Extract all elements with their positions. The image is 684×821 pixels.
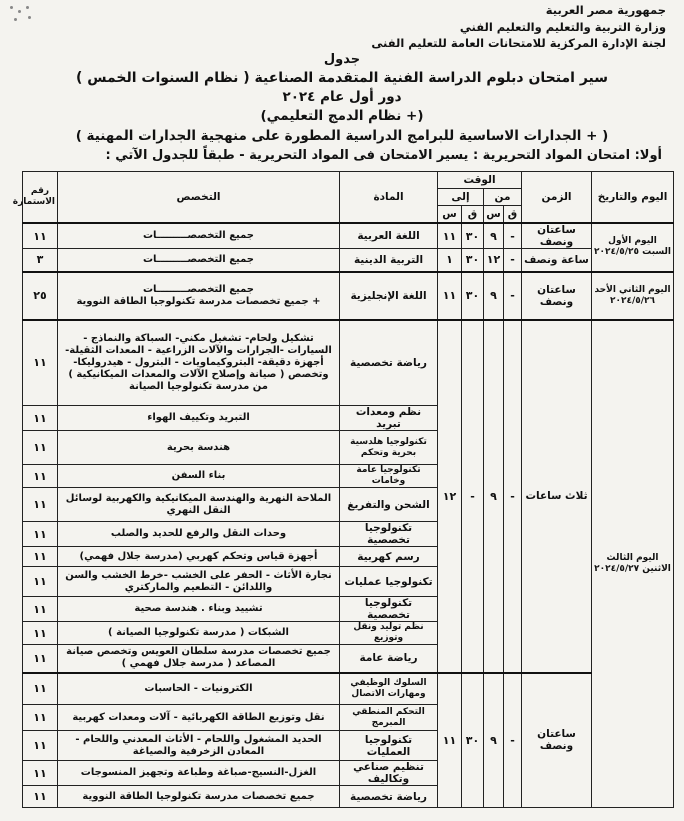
spec-cell: تشييد وبناء . هندسة صحية — [58, 597, 340, 622]
to-q: - — [462, 320, 484, 673]
to-s: ١١ — [438, 223, 462, 249]
table-row — [23, 249, 674, 272]
header-committee: لجنة الإدارة المركزية للامتحانات العامة للتعليم الفنى — [371, 36, 666, 50]
spec-cell: الغزل-النسيج-صباغة وطباعة وتجهيز المنسوجات — [58, 761, 340, 786]
table-row — [23, 272, 674, 320]
spec-cell: أجهزة قياس وتحكم كهربي (مدرسة جلال فهمي) — [58, 547, 340, 567]
day-1: اليوم الأول السبت ٢٠٢٤/٥/٢٥ — [592, 223, 674, 272]
id-cell: ١١ — [23, 705, 58, 731]
stamp-dots — [8, 4, 38, 26]
spec-cell: نجارة الأثاث - الحفر على الخشب -خرط الخشب والسن واللدائن - التطعيم والماركتري — [58, 567, 340, 597]
exam-schedule-table — [12, 171, 674, 808]
id-cell: ١١ — [23, 223, 58, 249]
doc-integration: (+ نظام الدمج التعليمي) — [260, 108, 424, 124]
duration-cell: ساعتان ونصف — [522, 223, 592, 249]
subject-cell: اللغة الإنجليزية — [340, 272, 438, 320]
from-q: - — [504, 673, 522, 808]
spec-cell: الشبكات ( مدرسة تكنولوجيا الصيانة ) — [58, 622, 340, 645]
duration-cell: ساعتان ونصف — [522, 272, 592, 320]
subject-cell: رياضة تخصصية — [340, 320, 438, 406]
id-cell: ١١ — [23, 622, 58, 645]
doc-session: دور أول عام ٢٠٢٤ — [282, 89, 402, 105]
spec-cell: تشكيل ولحام- تشغيل مكني- السباكة والنماذج - السيارات -الجرارات والآلات الزراعية - المعدات الثقيلة- أجهزة دقيقة- البتروكيماويات - البترول - هيدروليكا- وتخصص ( صيانة وإصلاح الآلات والمعدات الميكانيكية ) من مدرسة تكنولوجيا الصيانة — [58, 320, 340, 406]
spec-cell: وحدات النقل والرفع للحديد والصلب — [58, 522, 340, 547]
from-s: ٩ — [484, 673, 504, 808]
subject-cell: التربية الدينية — [340, 249, 438, 272]
col-time: الوقت — [438, 172, 522, 189]
from-s: ٩ — [484, 272, 504, 320]
subject-cell: رياضة عامة — [340, 645, 438, 673]
from-s: ٩ — [484, 223, 504, 249]
spec-cell: جميع التخصصـــــــــات — [58, 223, 340, 249]
to-q: ٣٠ — [462, 272, 484, 320]
id-cell: ١١ — [23, 673, 58, 705]
duration-cell: ساعتان ونصف — [522, 673, 592, 808]
id-cell: ١١ — [23, 567, 58, 597]
id-cell: ٣ — [23, 249, 58, 272]
from-s: ٩ — [484, 320, 504, 673]
id-cell: ١١ — [23, 406, 58, 431]
header-ministry: وزارة التربية والتعليم والتعليم الفني — [459, 19, 666, 34]
subject-cell: نظم توليد ونقل وتوزيع — [340, 622, 438, 645]
col-from-s: س — [484, 206, 504, 224]
id-cell: ١١ — [23, 431, 58, 465]
to-s: ١١ — [438, 272, 462, 320]
id-cell: ١١ — [23, 786, 58, 808]
header-country: جمهورية مصر العربية — [545, 3, 666, 17]
id-cell: ١١ — [23, 645, 58, 673]
spec-cell: التبريد وتكييف الهواء — [58, 406, 340, 431]
subject-cell: تكنولوجيا هلدسية بحرية وتحكم — [340, 431, 438, 465]
subject-cell: السلوك الوظيفي ومهارات الاتصال — [340, 673, 438, 705]
from-q: - — [504, 320, 522, 673]
from-q: - — [504, 249, 522, 272]
col-day: اليوم والتاريخ — [592, 172, 674, 224]
duration-cell: ثلاث ساعات — [522, 320, 592, 673]
to-s: ١٢ — [438, 320, 462, 673]
doc-subtitle: سير امتحان دبلوم الدراسة الفنية المتقدمة الصناعية ( نظام السنوات الخمس ) — [75, 70, 609, 86]
col-from-q: ق — [504, 206, 522, 224]
duration-cell: ساعة ونصف — [522, 249, 592, 272]
table-row — [23, 320, 674, 406]
id-cell: ١١ — [23, 761, 58, 786]
id-cell: ١١ — [23, 731, 58, 761]
spec-cell: الملاحة النهرية والهندسة الميكانيكية والكهربية لوسائل النقل النهري — [58, 488, 340, 522]
col-spec: التخصص — [58, 172, 340, 224]
subject-cell: تكنولوجيا العمليات — [340, 731, 438, 761]
subject-cell: التحكم المنطقي المبرمج — [340, 705, 438, 731]
day-3: اليوم الثالث الاثنين ٢٠٢٤/٥/٢٧ — [592, 320, 674, 808]
subject-cell: تكنولوجيا عامة وخامات — [340, 465, 438, 488]
table-row — [23, 673, 674, 705]
spec-cell: الحديد المشغول واللحام - الأثاث المعدني واللحام - المعادن الزخرفية والصياغة — [58, 731, 340, 761]
doc-competencies: ( + الجدارات الاساسية للبرامج الدراسية المطورة على منهجية الجدارات المهنية ) — [75, 128, 609, 144]
spec-cell: جميع تخصصات مدرسة سلطان العويس وتخصص صيانة المصاعد ( مدرسة جلال فهمي ) — [58, 645, 340, 673]
spec-cell: الكترونيات - الحاسبات — [58, 673, 340, 705]
subject-cell: رياضة تخصصية — [340, 786, 438, 808]
doc-title: جدول — [323, 52, 361, 67]
id-cell: ١١ — [23, 597, 58, 622]
from-s: ١٢ — [484, 249, 504, 272]
day-2: اليوم الثاني الأحد ٢٠٢٤/٥/٢٦ — [592, 272, 674, 320]
spec-cell: جميع تخصصات مدرسة تكنولوجيا الطاقة النووية — [58, 786, 340, 808]
col-to-q: ق — [462, 206, 484, 224]
section-heading: أولا: امتحان المواد التحريرية : يسير الامتحان فى المواد التحريرية - طبقاً للجدول الآتي : — [105, 148, 662, 163]
id-cell: ١١ — [23, 465, 58, 488]
spec-cell: جميع التخصصـــــــــات + جميع تخصصات مدرسة تكنولوجيا الطاقة النووية — [58, 272, 340, 320]
to-q: ٣٠ — [462, 249, 484, 272]
col-to-s: س — [438, 206, 462, 224]
subject-cell: تنظيم صناعي وتكاليف — [340, 761, 438, 786]
spec-cell: بناء السفن — [58, 465, 340, 488]
col-duration: الزمن — [522, 172, 592, 224]
id-cell: ١١ — [23, 547, 58, 567]
subject-cell: تكنولوجيا تخصصية — [340, 522, 438, 547]
spec-cell: جميع التخصصـــــــــات — [58, 249, 340, 272]
id-cell: ٢٥ — [23, 272, 58, 320]
col-id: رقم الاستمارة — [23, 172, 58, 224]
subject-cell: رسم كهربية — [340, 547, 438, 567]
to-q: ٣٠ — [462, 673, 484, 808]
id-cell: ١١ — [23, 320, 58, 406]
col-to: إلى — [438, 189, 484, 206]
subject-cell: نظم ومعدات تبريد — [340, 406, 438, 431]
col-from: من — [484, 189, 522, 206]
col-subject: المادة — [340, 172, 438, 224]
from-q: - — [504, 223, 522, 249]
subject-cell: اللغة العربية — [340, 223, 438, 249]
to-s: ١ — [438, 249, 462, 272]
subject-cell: تكنولوجيا عمليات — [340, 567, 438, 597]
subject-cell: تكنولوجيا تخصصية — [340, 597, 438, 622]
id-cell: ١١ — [23, 488, 58, 522]
header-row — [23, 172, 674, 189]
spec-cell: هندسة بحرية — [58, 431, 340, 465]
from-q: - — [504, 272, 522, 320]
to-s: ١١ — [438, 673, 462, 808]
spec-cell: نقل وتوزيع الطاقة الكهربائية - آلات ومعدات كهربية — [58, 705, 340, 731]
subject-cell: الشحن والتفريغ — [340, 488, 438, 522]
table-row — [23, 223, 674, 249]
to-q: ٣٠ — [462, 223, 484, 249]
ministry-header — [371, 2, 666, 52]
id-cell: ١١ — [23, 522, 58, 547]
